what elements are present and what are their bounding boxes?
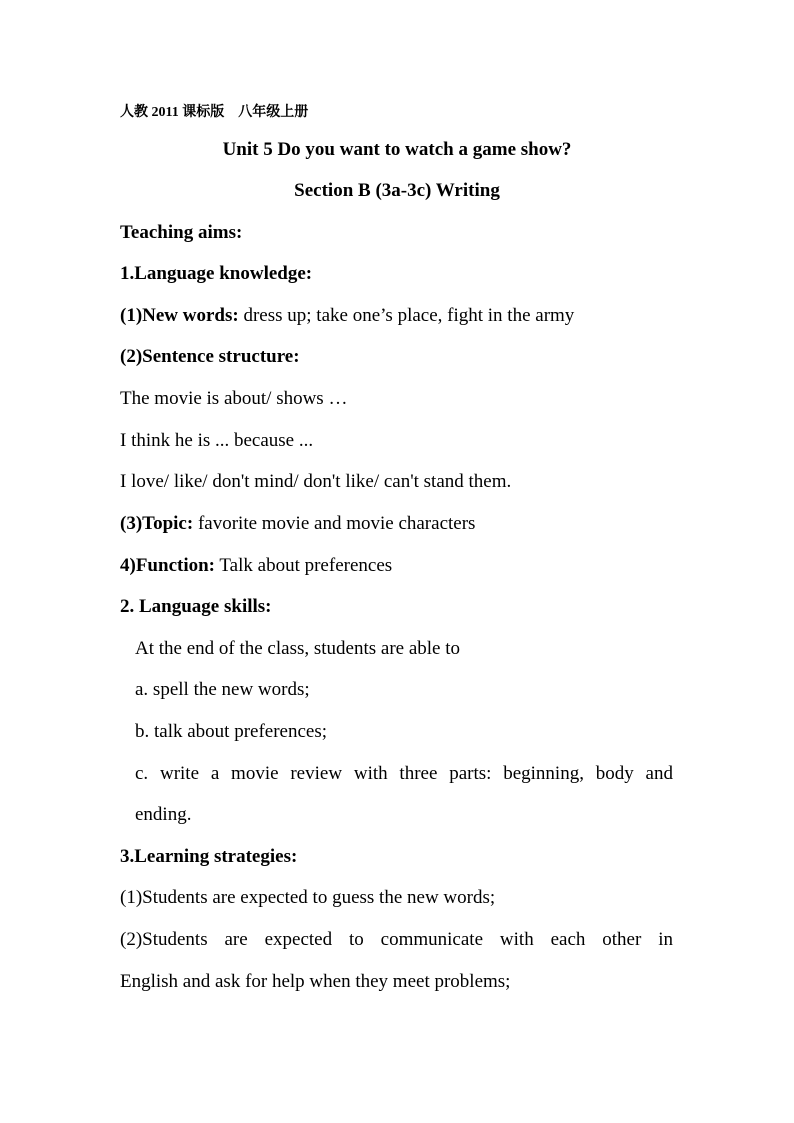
strategy-item-2: (2)Students are expected to communicate with each other in — [120, 929, 673, 950]
strategy-item-2-cont: English and ask for help when they meet problems; — [120, 971, 511, 992]
function-line — [120, 555, 392, 577]
skill-item-c: c. write a movie review with three parts: beginning, body and — [135, 763, 673, 784]
function-text: Talk about preferences — [215, 555, 393, 576]
sentence-structure-label: (2)Sentence structure: — [120, 346, 300, 367]
skills-intro: At the end of the class, students are able to — [135, 638, 461, 659]
language-knowledge-heading: 1.Language knowledge: — [120, 263, 313, 284]
language-skills-heading: 2. Language skills: — [120, 596, 272, 617]
topic-text: favorite movie and movie characters — [193, 513, 476, 534]
sentence-2: I think he is ... because ... — [120, 430, 314, 451]
new-words-label: (1)New words: — [120, 305, 239, 326]
skill-item-a: a. spell the new words; — [135, 679, 310, 700]
sentence-3: I love/ like/ don't mind/ don't like/ can't stand them. — [120, 471, 512, 492]
function-label: 4)Function: — [120, 555, 215, 576]
unit-title: Unit 5 Do you want to watch a game show? — [222, 139, 572, 160]
publisher-header: 人教 2011 课标版 八年级上册 — [120, 105, 309, 120]
teaching-aims-heading: Teaching aims: — [120, 222, 243, 243]
topic-line — [120, 513, 475, 535]
skill-item-b: b. talk about preferences; — [135, 721, 328, 742]
learning-strategies-heading: 3.Learning strategies: — [120, 846, 298, 867]
topic-label: (3)Topic: — [120, 513, 194, 534]
sentence-1: The movie is about/ shows … — [120, 388, 348, 409]
new-words-text: dress up; take one’s place, fight in the army — [238, 305, 575, 326]
new-words-line — [120, 305, 574, 327]
skill-item-c-cont: ending. — [135, 804, 192, 825]
section-title: Section B (3a-3c) Writing — [294, 180, 500, 201]
strategy-item-1: (1)Students are expected to guess the new words; — [120, 887, 496, 908]
